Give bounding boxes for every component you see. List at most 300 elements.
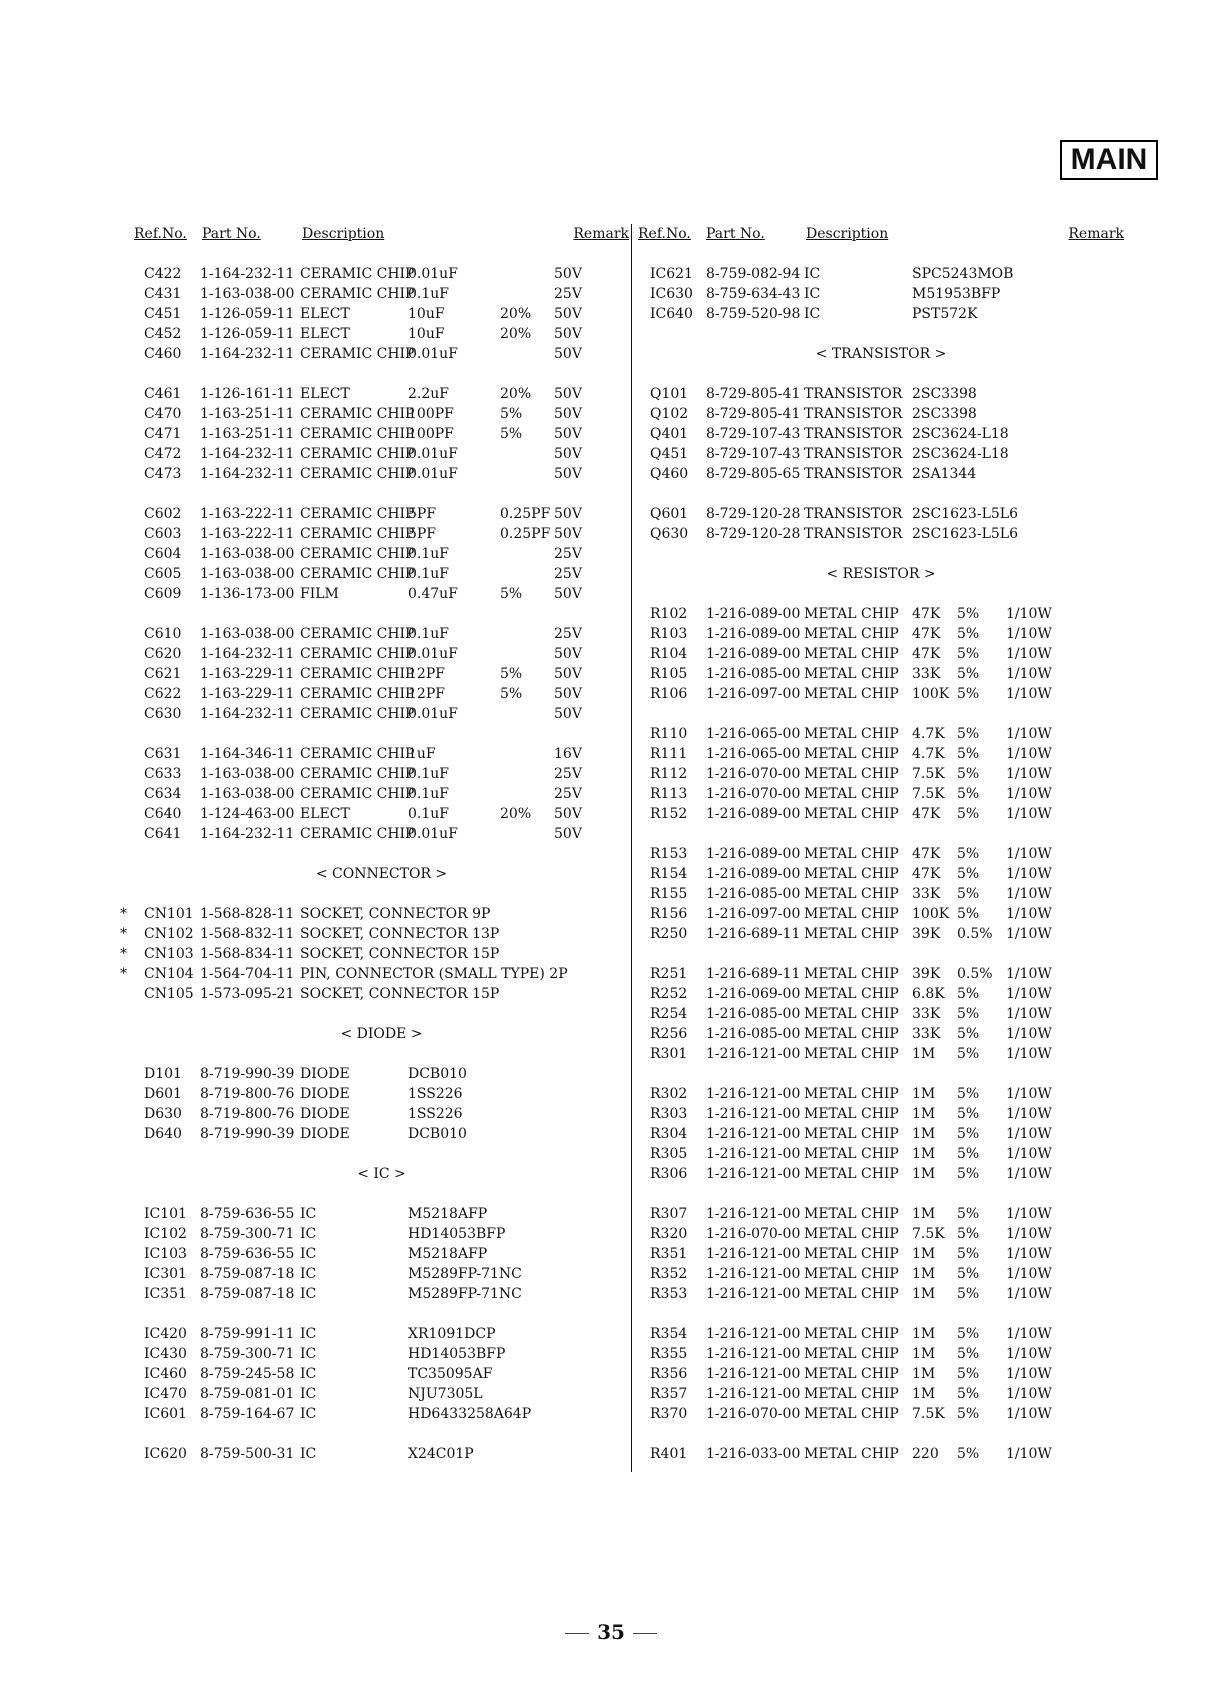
- cell-v3: 1/10W: [1006, 1126, 1052, 1142]
- table-row: [134, 444, 629, 464]
- cell-ref: C452: [144, 326, 182, 342]
- cell-v2: 20%: [500, 306, 532, 322]
- cell-desc: CERAMIC CHIP: [300, 526, 415, 542]
- cell-ref: R106: [650, 686, 688, 702]
- cell-v1: HD14053BFP: [408, 1346, 506, 1362]
- cell-ref: IC101: [144, 1206, 187, 1222]
- table-row: [638, 644, 1124, 664]
- cell-part: 1-163-229-11: [200, 666, 295, 682]
- cell-part: 1-126-059-11: [200, 326, 295, 342]
- cell-v1: TC35095AF: [408, 1366, 493, 1382]
- cell-v3: 16V: [554, 746, 582, 762]
- cell-v2: 5%: [957, 1326, 980, 1342]
- cell-v1: 100PF: [408, 426, 454, 442]
- cell-desc: METAL CHIP: [804, 806, 899, 822]
- section-tag: MAIN: [1060, 140, 1158, 180]
- cell-v3: 50V: [554, 426, 582, 442]
- cell-ref: R251: [650, 966, 688, 982]
- cell-v1: 2SA1344: [912, 466, 977, 482]
- cell-desc: CERAMIC CHIP: [300, 626, 415, 642]
- cell-ref: Q102: [650, 406, 689, 422]
- cell-desc: CERAMIC CHIP: [300, 566, 415, 582]
- cell-part: 1-164-232-11: [200, 706, 295, 722]
- cell-ref: R105: [650, 666, 688, 682]
- cell-v3: 25V: [554, 626, 582, 642]
- cell-v2: 5%: [957, 1126, 980, 1142]
- cell-part: 1-163-038-00: [200, 766, 295, 782]
- cell-v3: 1/10W: [1006, 606, 1052, 622]
- spacer: [134, 1424, 629, 1444]
- cell-v1: 0.01uF: [408, 646, 458, 662]
- cell-part: 1-163-222-11: [200, 526, 295, 542]
- cell-part: 8-729-120-28: [706, 506, 801, 522]
- cell-v1: 1M: [912, 1346, 936, 1362]
- cell-part: 1-216-089-00: [706, 646, 801, 662]
- cell-ref: R302: [650, 1086, 688, 1102]
- cell-v1: SPC5243MOB: [912, 266, 1014, 282]
- cell-part: 1-164-346-11: [200, 746, 295, 762]
- table-row: [638, 864, 1124, 884]
- cell-desc: TRANSISTOR: [804, 406, 903, 422]
- cell-v3: 1/10W: [1006, 966, 1052, 982]
- cell-ref: R103: [650, 626, 688, 642]
- ref-no-header: Ref.No.: [638, 226, 691, 242]
- cell-v2: 5%: [957, 1206, 980, 1222]
- cell-v1: DCB010: [408, 1126, 467, 1142]
- cell-part: 8-759-300-71: [200, 1226, 295, 1242]
- cell-ref: Q451: [650, 446, 689, 462]
- table-row: [638, 804, 1124, 824]
- cell-v3: 1/10W: [1006, 1086, 1052, 1102]
- cell-v3: 1/10W: [1006, 1346, 1052, 1362]
- cell-v1: 1M: [912, 1266, 936, 1282]
- table-row: [638, 464, 1124, 484]
- cell-v3: 1/10W: [1006, 1286, 1052, 1302]
- cell-desc: METAL CHIP: [804, 1006, 899, 1022]
- cell-part: 8-759-500-31: [200, 1446, 295, 1462]
- table-row: [134, 984, 629, 1004]
- cell-v1: 5PF: [408, 526, 437, 542]
- cell-v1: 0.01uF: [408, 706, 458, 722]
- table-row: [134, 824, 629, 844]
- cell-ref: R254: [650, 1006, 688, 1022]
- cell-v1: HD14053BFP: [408, 1226, 506, 1242]
- cell-ref: R304: [650, 1126, 688, 1142]
- cell-v1: 1M: [912, 1166, 936, 1182]
- cell-part: 1-216-121-00: [706, 1086, 801, 1102]
- table-row: [134, 744, 629, 764]
- cell-desc: METAL CHIP: [804, 846, 899, 862]
- right-column: [638, 226, 1124, 1464]
- table-row: [134, 704, 629, 724]
- cell-part: 1-216-089-00: [706, 606, 801, 622]
- cell-v3: 1/10W: [1006, 1006, 1052, 1022]
- table-row: [134, 384, 629, 404]
- cell-ref: C472: [144, 446, 182, 462]
- table-row: [134, 624, 629, 644]
- cell-desc: CERAMIC CHIP: [300, 706, 415, 722]
- cell-v1: 1M: [912, 1246, 936, 1262]
- safety-mark: *: [120, 966, 127, 982]
- table-row: [638, 1224, 1124, 1244]
- table-row: [638, 1444, 1124, 1464]
- table-row: [638, 984, 1124, 1004]
- cell-part: 1-216-065-00: [706, 746, 801, 762]
- cell-desc: CERAMIC CHIP: [300, 466, 415, 482]
- table-row: [638, 1084, 1124, 1104]
- table-row: [134, 1124, 629, 1144]
- table-row: [638, 404, 1124, 424]
- ref-no-header: Ref.No.: [134, 226, 187, 242]
- cell-ref: Q601: [650, 506, 689, 522]
- category-heading: < TRANSISTOR >: [815, 346, 947, 362]
- cell-desc: METAL CHIP: [804, 1046, 899, 1062]
- cell-v1: 220: [912, 1446, 939, 1462]
- cell-part: 1-124-463-00: [200, 806, 295, 822]
- table-row: [638, 1404, 1124, 1424]
- safety-mark: *: [120, 946, 127, 962]
- cell-v1: 0.1uF: [408, 286, 449, 302]
- cell-v1: 39K: [912, 966, 941, 982]
- cell-v3: 1/10W: [1006, 646, 1052, 662]
- cell-v1: 1M: [912, 1146, 936, 1162]
- cell-ref: R155: [650, 886, 688, 902]
- cell-desc: TRANSISTOR: [804, 446, 903, 462]
- cell-ref: IC620: [144, 1446, 187, 1462]
- table-row: [120, 904, 629, 924]
- table-row: [134, 584, 629, 604]
- spacer: [134, 1144, 629, 1164]
- cell-v1: 1M: [912, 1126, 936, 1142]
- cell-v2: 5%: [957, 1286, 980, 1302]
- cell-desc: CERAMIC CHIP: [300, 646, 415, 662]
- cell-v1: 47K: [912, 846, 941, 862]
- cell-desc: IC: [804, 266, 821, 282]
- table-row: [134, 564, 629, 584]
- cell-v3: 1/10W: [1006, 1326, 1052, 1342]
- cell-ref: C621: [144, 666, 182, 682]
- spacer: [638, 1064, 1124, 1084]
- cell-desc: IC: [300, 1406, 317, 1422]
- cell-ref: C422: [144, 266, 182, 282]
- cell-desc: METAL CHIP: [804, 1026, 899, 1042]
- cell-desc: METAL CHIP: [804, 746, 899, 762]
- cell-desc: IC: [804, 306, 821, 322]
- table-row: [638, 784, 1124, 804]
- cell-ref: C603: [144, 526, 182, 542]
- cell-v3: 50V: [554, 346, 582, 362]
- cell-part: 1-216-085-00: [706, 886, 801, 902]
- cell-desc: IC: [300, 1246, 317, 1262]
- table-row: [134, 464, 629, 484]
- cell-v3: 50V: [554, 406, 582, 422]
- cell-part: 8-759-087-18: [200, 1266, 295, 1282]
- cell-part: 1-163-222-11: [200, 506, 295, 522]
- table-row: [638, 284, 1124, 304]
- cell-desc: CERAMIC CHIP: [300, 546, 415, 562]
- cell-part: 1-568-834-11: [200, 946, 295, 962]
- category-heading: < RESISTOR >: [826, 566, 936, 582]
- cell-v2: 5%: [500, 426, 523, 442]
- cell-v1: 6.8K: [912, 986, 945, 1002]
- cell-part: 1-163-038-00: [200, 286, 295, 302]
- cell-v3: 50V: [554, 586, 582, 602]
- cell-desc: ELECT: [300, 386, 350, 402]
- cell-v3: 1/10W: [1006, 1386, 1052, 1402]
- cell-part: 8-759-520-98: [706, 306, 801, 322]
- cell-part: 1-216-121-00: [706, 1106, 801, 1122]
- table-row: [638, 1324, 1124, 1344]
- table-row: [638, 304, 1124, 324]
- cell-v2: 5%: [957, 1026, 980, 1042]
- cell-v2: 0.5%: [957, 966, 993, 982]
- cell-v3: 1/10W: [1006, 846, 1052, 862]
- cell-ref: IC430: [144, 1346, 187, 1362]
- cell-v2: 5%: [957, 886, 980, 902]
- cell-v1: M5218AFP: [408, 1246, 488, 1262]
- cell-ref: R112: [650, 766, 688, 782]
- cell-ref: R352: [650, 1266, 688, 1282]
- table-row: [638, 964, 1124, 984]
- cell-v1: 7.5K: [912, 1406, 945, 1422]
- cell-v2: 5%: [957, 1346, 980, 1362]
- cell-ref: D630: [144, 1106, 182, 1122]
- cell-v3: 1/10W: [1006, 746, 1052, 762]
- table-row: [134, 264, 629, 284]
- table-row: [120, 964, 629, 984]
- cell-v1: 33K: [912, 1026, 941, 1042]
- cell-desc: DIODE: [300, 1126, 350, 1142]
- cell-ref: CN105: [144, 986, 194, 1002]
- cell-v2: 20%: [500, 806, 532, 822]
- cell-desc: CERAMIC CHIP: [300, 346, 415, 362]
- cell-desc: ELECT: [300, 306, 350, 322]
- spacer: [134, 1004, 629, 1024]
- safety-mark: *: [120, 906, 127, 922]
- cell-v3: 50V: [554, 446, 582, 462]
- cell-part: 1-163-038-00: [200, 786, 295, 802]
- cell-part: 1-164-232-11: [200, 446, 295, 462]
- table-row: [638, 1124, 1124, 1144]
- cell-part: 1-216-121-00: [706, 1146, 801, 1162]
- cell-v1: 7.5K: [912, 1226, 945, 1242]
- cell-part: 8-729-805-41: [706, 406, 801, 422]
- cell-v1: 47K: [912, 646, 941, 662]
- cell-part: 1-216-121-00: [706, 1246, 801, 1262]
- cell-desc: DIODE: [300, 1066, 350, 1082]
- cell-ref: IC460: [144, 1366, 187, 1382]
- cell-desc: METAL CHIP: [804, 1346, 899, 1362]
- table-row: [638, 264, 1124, 284]
- cell-desc: ELECT: [300, 806, 350, 822]
- cell-v3: 1/10W: [1006, 926, 1052, 942]
- cell-v1: 1M: [912, 1286, 936, 1302]
- cell-part: 1-163-251-11: [200, 426, 295, 442]
- cell-ref: R154: [650, 866, 688, 882]
- spacer: [638, 544, 1124, 564]
- table-row: [134, 324, 629, 344]
- cell-desc: METAL CHIP: [804, 886, 899, 902]
- cell-ref: R104: [650, 646, 688, 662]
- cell-v1: 0.1uF: [408, 806, 449, 822]
- cell-desc: METAL CHIP: [804, 1366, 899, 1382]
- cell-v3: 50V: [554, 386, 582, 402]
- cell-ref: Q630: [650, 526, 689, 542]
- table-header: [134, 226, 629, 252]
- cell-part: 1-216-089-00: [706, 866, 801, 882]
- cell-desc: CERAMIC CHIP: [300, 406, 415, 422]
- cell-v2: 5%: [957, 1086, 980, 1102]
- table-row: [638, 1344, 1124, 1364]
- cell-v1: 1M: [912, 1046, 936, 1062]
- cell-v1: 2SC3624-L18: [912, 426, 1009, 442]
- cell-v2: 5%: [957, 1146, 980, 1162]
- cell-part: 1-126-161-11: [200, 386, 295, 402]
- cell-ref: IC301: [144, 1266, 187, 1282]
- table-row: [638, 1004, 1124, 1024]
- cell-v1: 0.01uF: [408, 346, 458, 362]
- cell-ref: IC470: [144, 1386, 187, 1402]
- cell-part: 1-573-095-21: [200, 986, 295, 1002]
- cell-v3: 1/10W: [1006, 1366, 1052, 1382]
- table-row: [134, 284, 629, 304]
- table-row: [134, 1284, 629, 1304]
- column-divider: [631, 224, 632, 1472]
- cell-desc: CERAMIC CHIP: [300, 286, 415, 302]
- cell-ref: D640: [144, 1126, 182, 1142]
- cell-v1: PST572K: [912, 306, 978, 322]
- cell-ref: C473: [144, 466, 182, 482]
- cell-desc: METAL CHIP: [804, 1126, 899, 1142]
- cell-v1: 0.01uF: [408, 266, 458, 282]
- table-row: [638, 424, 1124, 444]
- cell-ref: CN101: [144, 906, 194, 922]
- cell-desc: CERAMIC CHIP: [300, 426, 415, 442]
- table-row: [134, 504, 629, 524]
- cell-v3: 1/10W: [1006, 1406, 1052, 1422]
- cell-v1: 7.5K: [912, 766, 945, 782]
- cell-desc: SOCKET, CONNECTOR 15P: [300, 986, 500, 1002]
- cell-part: 1-163-038-00: [200, 566, 295, 582]
- cell-v1: 1uF: [408, 746, 436, 762]
- cell-desc: TRANSISTOR: [804, 506, 903, 522]
- cell-v3: 50V: [554, 706, 582, 722]
- cell-part: 1-164-232-11: [200, 826, 295, 842]
- cell-desc: CERAMIC CHIP: [300, 446, 415, 462]
- cell-v1: 1M: [912, 1106, 936, 1122]
- cell-ref: C630: [144, 706, 182, 722]
- cell-desc: TRANSISTOR: [804, 526, 903, 542]
- category-heading: < CONNECTOR >: [315, 866, 448, 882]
- table-row: [134, 1064, 629, 1084]
- cell-v1: M5289FP-71NC: [408, 1266, 522, 1282]
- cell-v1: 5PF: [408, 506, 437, 522]
- cell-desc: IC: [300, 1266, 317, 1282]
- spacer: [134, 844, 629, 864]
- cell-v1: 4.7K: [912, 746, 945, 762]
- page-number: 35: [597, 1620, 625, 1644]
- table-row: [638, 724, 1124, 744]
- cell-desc: IC: [300, 1286, 317, 1302]
- table-row: [638, 1264, 1124, 1284]
- cell-v2: 5%: [957, 906, 980, 922]
- cell-v3: 1/10W: [1006, 1026, 1052, 1042]
- cell-v2: 5%: [957, 1406, 980, 1422]
- cell-v2: 5%: [957, 846, 980, 862]
- cell-v2: 0.25PF: [500, 526, 551, 542]
- cell-desc: METAL CHIP: [804, 1386, 899, 1402]
- cell-v2: 5%: [500, 406, 523, 422]
- cell-v2: 5%: [957, 1046, 980, 1062]
- table-row: [638, 1244, 1124, 1264]
- cell-part: 8-729-805-65: [706, 466, 801, 482]
- cell-v1: 2SC1623-L5L6: [912, 506, 1018, 522]
- spacer: [638, 584, 1124, 604]
- cell-part: 8-759-636-55: [200, 1246, 295, 1262]
- cell-ref: IC621: [650, 266, 693, 282]
- spacer: [638, 824, 1124, 844]
- spacer: [638, 704, 1124, 724]
- cell-ref: R355: [650, 1346, 688, 1362]
- cell-desc: METAL CHIP: [804, 1226, 899, 1242]
- cell-v3: 1/10W: [1006, 1446, 1052, 1462]
- table-row: [638, 1104, 1124, 1124]
- table-row: [638, 684, 1124, 704]
- table-row: [134, 804, 629, 824]
- cell-v1: M51953BFP: [912, 286, 1001, 302]
- cell-v2: 20%: [500, 326, 532, 342]
- cell-part: 1-216-070-00: [706, 1226, 801, 1242]
- cell-part: 1-136-173-00: [200, 586, 295, 602]
- cell-ref: IC420: [144, 1326, 187, 1342]
- cell-desc: SOCKET, CONNECTOR 13P: [300, 926, 500, 942]
- cell-ref: IC640: [650, 306, 693, 322]
- cell-v2: 0.25PF: [500, 506, 551, 522]
- cell-v1: HD6433258A64P: [408, 1406, 532, 1422]
- cell-v3: 1/10W: [1006, 786, 1052, 802]
- spacer: [638, 484, 1124, 504]
- cell-ref: CN102: [144, 926, 194, 942]
- cell-part: 8-759-245-58: [200, 1366, 295, 1382]
- cell-desc: METAL CHIP: [804, 1106, 899, 1122]
- table-row: [134, 644, 629, 664]
- table-row: [134, 344, 629, 364]
- cell-desc: METAL CHIP: [804, 1406, 899, 1422]
- cell-v3: 50V: [554, 466, 582, 482]
- table-row: [134, 1404, 629, 1424]
- page-footer: [0, 1620, 1222, 1644]
- cell-ref: D101: [144, 1066, 182, 1082]
- cell-desc: IC: [300, 1206, 317, 1222]
- cell-part: 8-759-634-43: [706, 286, 801, 302]
- table-row: [134, 784, 629, 804]
- cell-desc: METAL CHIP: [804, 966, 899, 982]
- cell-desc: METAL CHIP: [804, 646, 899, 662]
- cell-v1: 2SC3624-L18: [912, 446, 1009, 462]
- cell-part: 8-729-805-41: [706, 386, 801, 402]
- cell-part: 1-164-232-11: [200, 346, 295, 362]
- table-row: [638, 1284, 1124, 1304]
- cell-desc: METAL CHIP: [804, 626, 899, 642]
- cell-part: 8-729-107-43: [706, 426, 801, 442]
- cell-ref: C631: [144, 746, 182, 762]
- cell-v3: 50V: [554, 306, 582, 322]
- cell-v1: 100K: [912, 906, 950, 922]
- cell-v2: 5%: [957, 1386, 980, 1402]
- cell-part: 1-163-038-00: [200, 546, 295, 562]
- cell-v3: 50V: [554, 806, 582, 822]
- cell-v3: 1/10W: [1006, 886, 1052, 902]
